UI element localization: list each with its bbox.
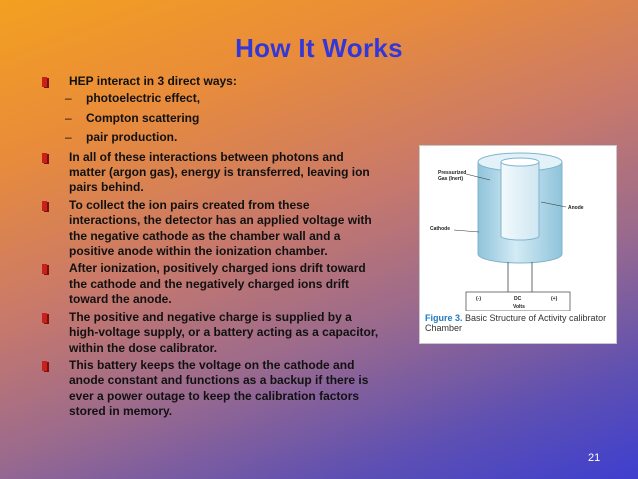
cathode-label: Cathode [430,226,450,232]
dash-marker: – [65,110,72,125]
bullet-marker-icon [42,264,47,274]
bullet-text: After ionization, positively charged ions drift toward the cathode and the negatively charged ions drift toward the anode. [69,261,366,307]
inner-cylinder [501,158,539,240]
sub-item-text: Compton scattering [86,110,200,125]
cathode-leader-line [454,230,479,232]
gas-label-line2: Gas (Inert) [438,176,464,182]
dash-marker: – [65,130,72,145]
chamber-diagram [420,146,616,311]
bullet-marker-icon [42,361,47,371]
bullet-text: In all of these interactions between photons and matter (argon gas), energy is transferred, leaving ion pairs behind. [69,149,370,195]
bullet-item [42,358,382,420]
bullet-marker-icon [42,313,47,323]
bullet-item [42,150,382,196]
bullet-marker-icon [42,201,47,211]
dc-label: DC [514,296,522,302]
bullet-item [42,310,382,356]
bullet-item [42,74,382,89]
volts-label: Volts [513,304,525,310]
positive-terminal-label: (+) [551,296,558,302]
sub-item [42,111,382,126]
bullet-list [42,74,382,422]
bullet-text: To collect the ion pairs created from these interactions, the detector has an applied voltage with the negative cathode as the chamber wall and a positive anode within the ionization chamber. [69,197,372,259]
sub-item-text: photoelectric effect, [86,91,201,106]
figure-caption [425,313,611,333]
page-number: 21 [588,452,601,464]
sub-item-text: pair production. [86,130,178,145]
anode-label: Anode [568,205,584,211]
slide-title: How It Works [235,33,403,63]
bullet-text: HEP interact in 3 direct ways: [69,74,237,88]
bullet-item [42,261,382,307]
gas-label-line1: Pressurized [438,170,467,176]
figure-caption-text: Basic Structure of Activity calibrator Chamber [425,313,607,333]
dash-marker: – [65,91,72,106]
bullet-marker-icon [42,153,47,163]
sub-item [42,130,382,145]
bullet-text: This battery keeps the voltage on the cathode and anode constant and functions as a backup if there is ever a power outage to keep the calibration factors stored in memory. [69,357,369,419]
figure-number: Figure 3. [425,313,463,323]
bullet-text: The positive and negative charge is supplied by a high-voltage supply, or a battery acting as a capacitor, within the dose calibrator. [69,309,379,355]
negative-terminal-label: (-) [476,296,481,302]
chamber-figure [419,145,617,344]
sub-item [42,91,382,106]
bullet-item [42,198,382,260]
bullet-marker-icon [42,77,47,87]
